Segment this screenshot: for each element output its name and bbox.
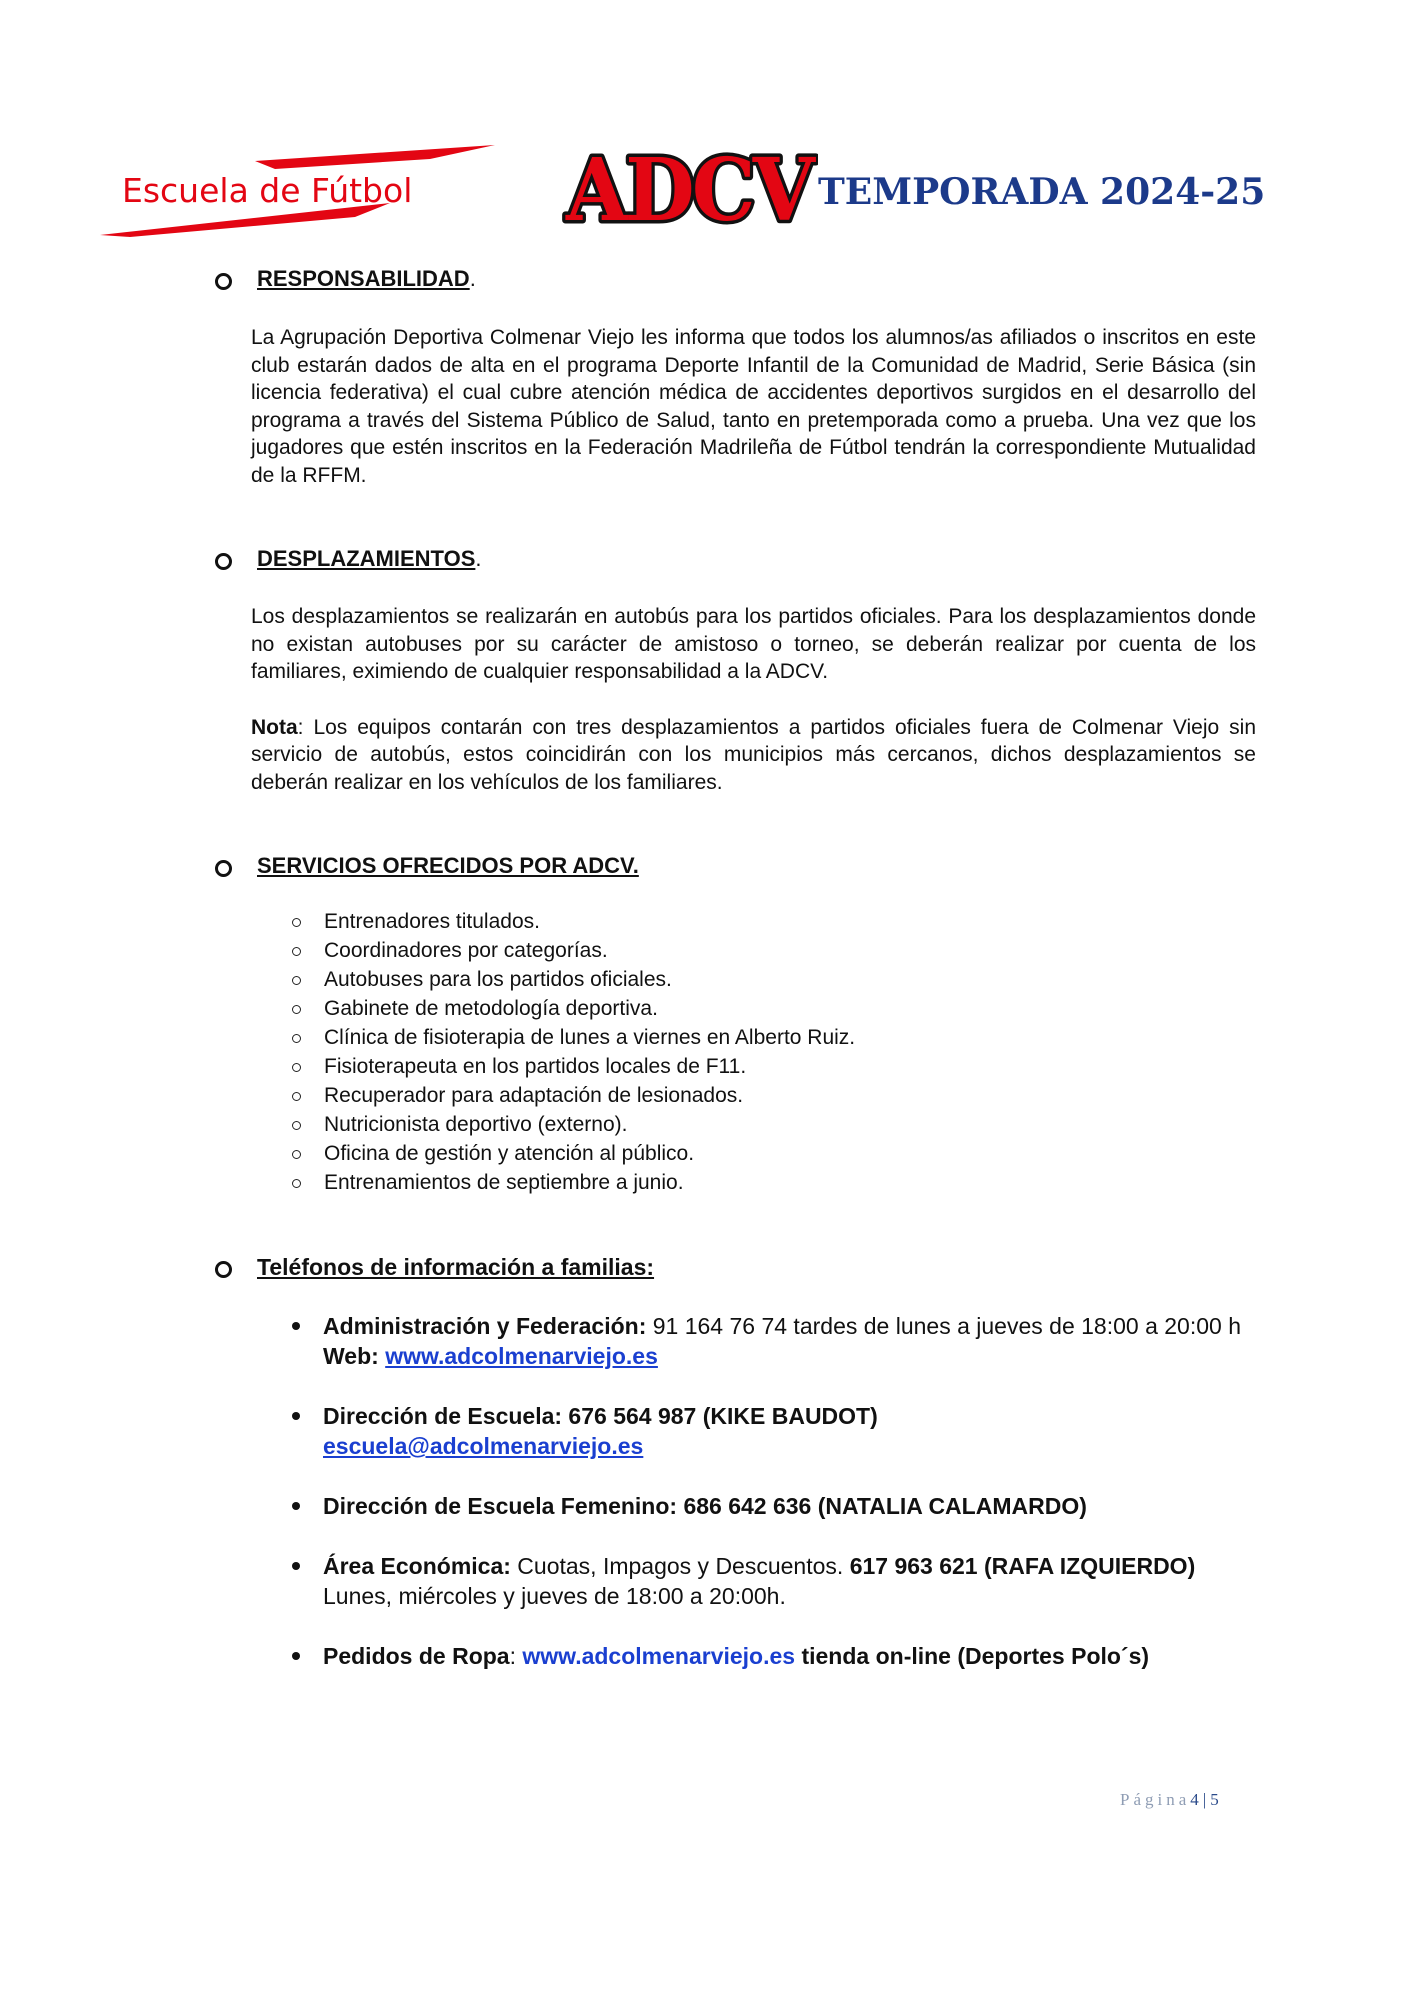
admin-label: Administración y Federación: (323, 1313, 647, 1339)
economica-label: Área Económica: (323, 1553, 511, 1579)
femenino-text: Dirección de Escuela Femenino: 686 642 636 (NATALIA CALAMARDO) (323, 1493, 1087, 1519)
page-number: 4 (1190, 1790, 1199, 1809)
ropa-label: Pedidos de Ropa (323, 1643, 510, 1669)
economica-phone: 617 963 621 (RAFA IZQUIERDO) (849, 1553, 1196, 1579)
web-label: Web: (323, 1343, 379, 1369)
section-heading (212, 1254, 1262, 1284)
nota-paragraph (251, 714, 1256, 797)
section-title: Teléfonos de información a familias: (257, 1254, 655, 1280)
escuela-email-link[interactable]: escuela@adcolmenarviejo.es (323, 1433, 644, 1459)
list-item: Recuperador para adaptación de lesionados. (289, 1081, 1262, 1110)
list-item: Nutricionista deportivo (externo). (289, 1110, 1262, 1139)
contact-economica (289, 1551, 1269, 1611)
list-item: Coordinadores por categorías. (289, 936, 1262, 965)
contact-administracion (289, 1311, 1269, 1371)
ropa-colon: : (509, 1643, 523, 1669)
economica-text: Cuotas, Impagos y Descuentos. (510, 1553, 850, 1579)
adcv-logo-text: ADCV (565, 140, 816, 236)
section-title: SERVICIOS OFRECIDOS POR ADCV. (257, 853, 639, 878)
page-header (0, 0, 1414, 260)
circle-bullet-icon (215, 273, 232, 290)
section-servicios (212, 853, 1262, 1197)
list-item: Entrenamientos de septiembre a junio. (289, 1168, 1262, 1197)
list-item: Autobuses para los partidos oficiales. (289, 965, 1262, 994)
ropa-suffix: tienda on-line (Deportes Polo´s) (795, 1643, 1150, 1669)
section-heading (212, 266, 1262, 296)
admin-text: 91 164 76 74 tardes de lunes a jueves de 18:00 a 20:00 h (646, 1313, 1241, 1339)
section-heading (212, 853, 1262, 883)
responsabilidad-text: La Agrupación Deportiva Colmenar Viejo les informa que todos los alumnos/as afiliados o inscritos en este club estarán dados de alta en el programa Deporte Infantil de la Comunidad de Madrid, Serie Básica (sin licencia federativa) el cual cubre atención médica de accidentes deportivos surgidos en el desarrollo del programa a través del Sistema Público de Salud, tanto en pretemporada como a prueba. Una vez que los jugadores que estén inscritos en la Federación Madrileña de Fútbol tendrán la correspondiente Mutualidad de la RFFM. (251, 326, 1256, 487)
list-item: Oficina de gestión y atención al público. (289, 1139, 1262, 1168)
phones-list (289, 1311, 1269, 1671)
section-desplazamientos (212, 546, 1262, 796)
section-title: DESPLAZAMIENTOS (257, 546, 476, 571)
circle-bullet-icon (215, 553, 232, 570)
page-separator: | (1202, 1790, 1207, 1809)
escuela-de-futbol-logo (100, 145, 495, 240)
title-punct: . (469, 266, 476, 291)
desplazamientos-text: Los desplazamientos se realizarán en autobús para los partidos oficiales. Para los desplazamientos donde no existan autobuses por su carácter de amistoso o torneo, se deberán realizar por cuenta de los familiares, eximiendo de cualquier responsabilidad a la ADCV. (251, 605, 1256, 683)
section-telefonos (212, 1254, 1262, 1701)
page-word: Página (1120, 1790, 1191, 1809)
section-heading (212, 546, 1262, 576)
escuela-logo-text: Escuela de Fútbol (122, 171, 413, 210)
circle-bullet-icon (215, 1261, 232, 1278)
list-item: Entrenadores titulados. (289, 907, 1262, 936)
contact-femenino (289, 1491, 1269, 1521)
section-title: RESPONSABILIDAD (257, 266, 470, 291)
nota-text: : Los equipos contarán con tres desplazamientos a partidos oficiales fuera de Colmenar Viejo sin servicio de autobús, estos coincidirán con los municipios más cercanos, dichos desplazamientos se deberán realizar en los vehículos de los familiares. (251, 715, 1256, 794)
list-item: Clínica de fisioterapia de lunes a viernes en Alberto Ruiz. (289, 1023, 1262, 1052)
economica-hours: Lunes, miércoles y jueves de 18:00 a 20:00h. (323, 1583, 786, 1609)
nota-label: Nota (251, 715, 298, 739)
season-title: TEMPORADA 2024-25 (818, 171, 1266, 213)
tienda-link[interactable]: www.adcolmenarviejo.es (522, 1643, 796, 1669)
services-list (289, 907, 1262, 1197)
adcv-logo (562, 140, 818, 236)
page-footer (1120, 1790, 1219, 1810)
list-item: Gabinete de metodología deportiva. (289, 994, 1262, 1023)
list-item: Fisioterapeuta en los partidos locales de F11. (289, 1052, 1262, 1081)
title-punct: . (475, 546, 482, 571)
escuela-text: Dirección de Escuela: 676 564 987 (KIKE BAUDOT) (323, 1403, 878, 1429)
total-pages: 5 (1210, 1790, 1219, 1809)
circle-bullet-icon (215, 860, 232, 877)
section-responsabilidad (212, 266, 1262, 489)
contact-escuela (289, 1401, 1269, 1461)
contact-ropa (289, 1641, 1269, 1671)
web-link[interactable]: www.adcolmenarviejo.es (385, 1343, 658, 1369)
